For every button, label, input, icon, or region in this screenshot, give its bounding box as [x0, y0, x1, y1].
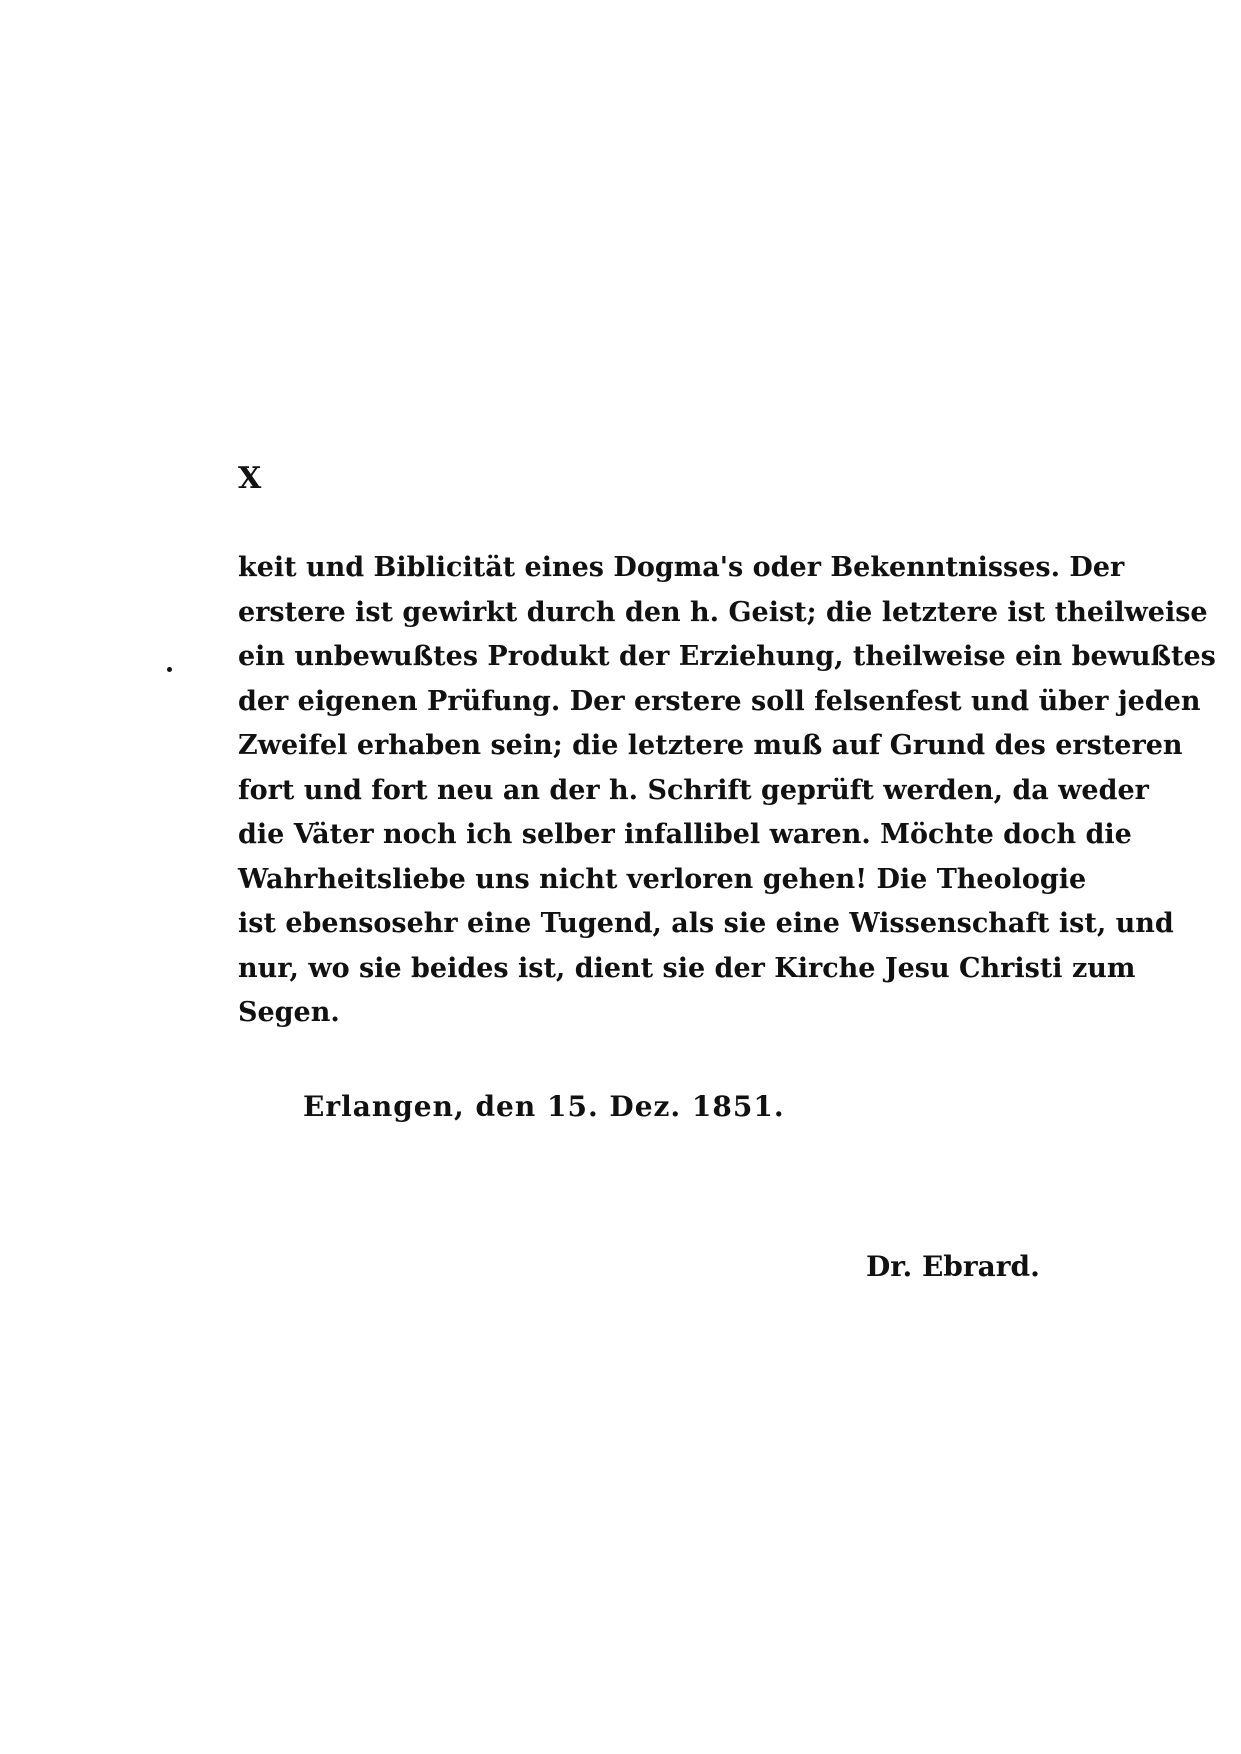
- body-paragraph: [238, 546, 1216, 1036]
- dateline: Erlangen, den 15. Dez. 1851.: [303, 1090, 785, 1123]
- page-number: X: [238, 461, 262, 496]
- text-line: nur, wo sie beides ist, dient sie der Kirche Jesu Christi zum: [238, 952, 1136, 984]
- text-line: ein unbewußtes Produkt der Erziehung, theilweise ein bewußtes: [238, 641, 1216, 672]
- text-line: die Väter noch ich selber infallibel waren. Möchte doch die: [238, 819, 1132, 850]
- text-line: Zweifel erhaben sein; die letztere muß auf Grund des ersteren: [238, 730, 1183, 761]
- text-line: erstere ist gewirkt durch den h. Geist; die letztere ist theilweise: [238, 596, 1208, 628]
- text-line: fort und fort neu an der h. Schrift geprüft werden, da weder: [238, 774, 1149, 806]
- text-line: Segen.: [238, 997, 340, 1028]
- text-line: Wahrheitsliebe uns nicht verloren gehen! Die Theologie: [238, 863, 1087, 895]
- text-line: der eigenen Prüfung. Der erstere soll felsenfest und über jeden: [238, 685, 1201, 717]
- text-line: keit und Biblicität eines Dogma's oder Bekenntnisses. Der: [238, 552, 1125, 583]
- stray-ink-dot: [167, 667, 172, 672]
- text-line: ist ebensosehr eine Tugend, als sie eine Wissenschaft ist, und: [238, 908, 1174, 939]
- author-signature: Dr. Ebrard.: [866, 1250, 1040, 1283]
